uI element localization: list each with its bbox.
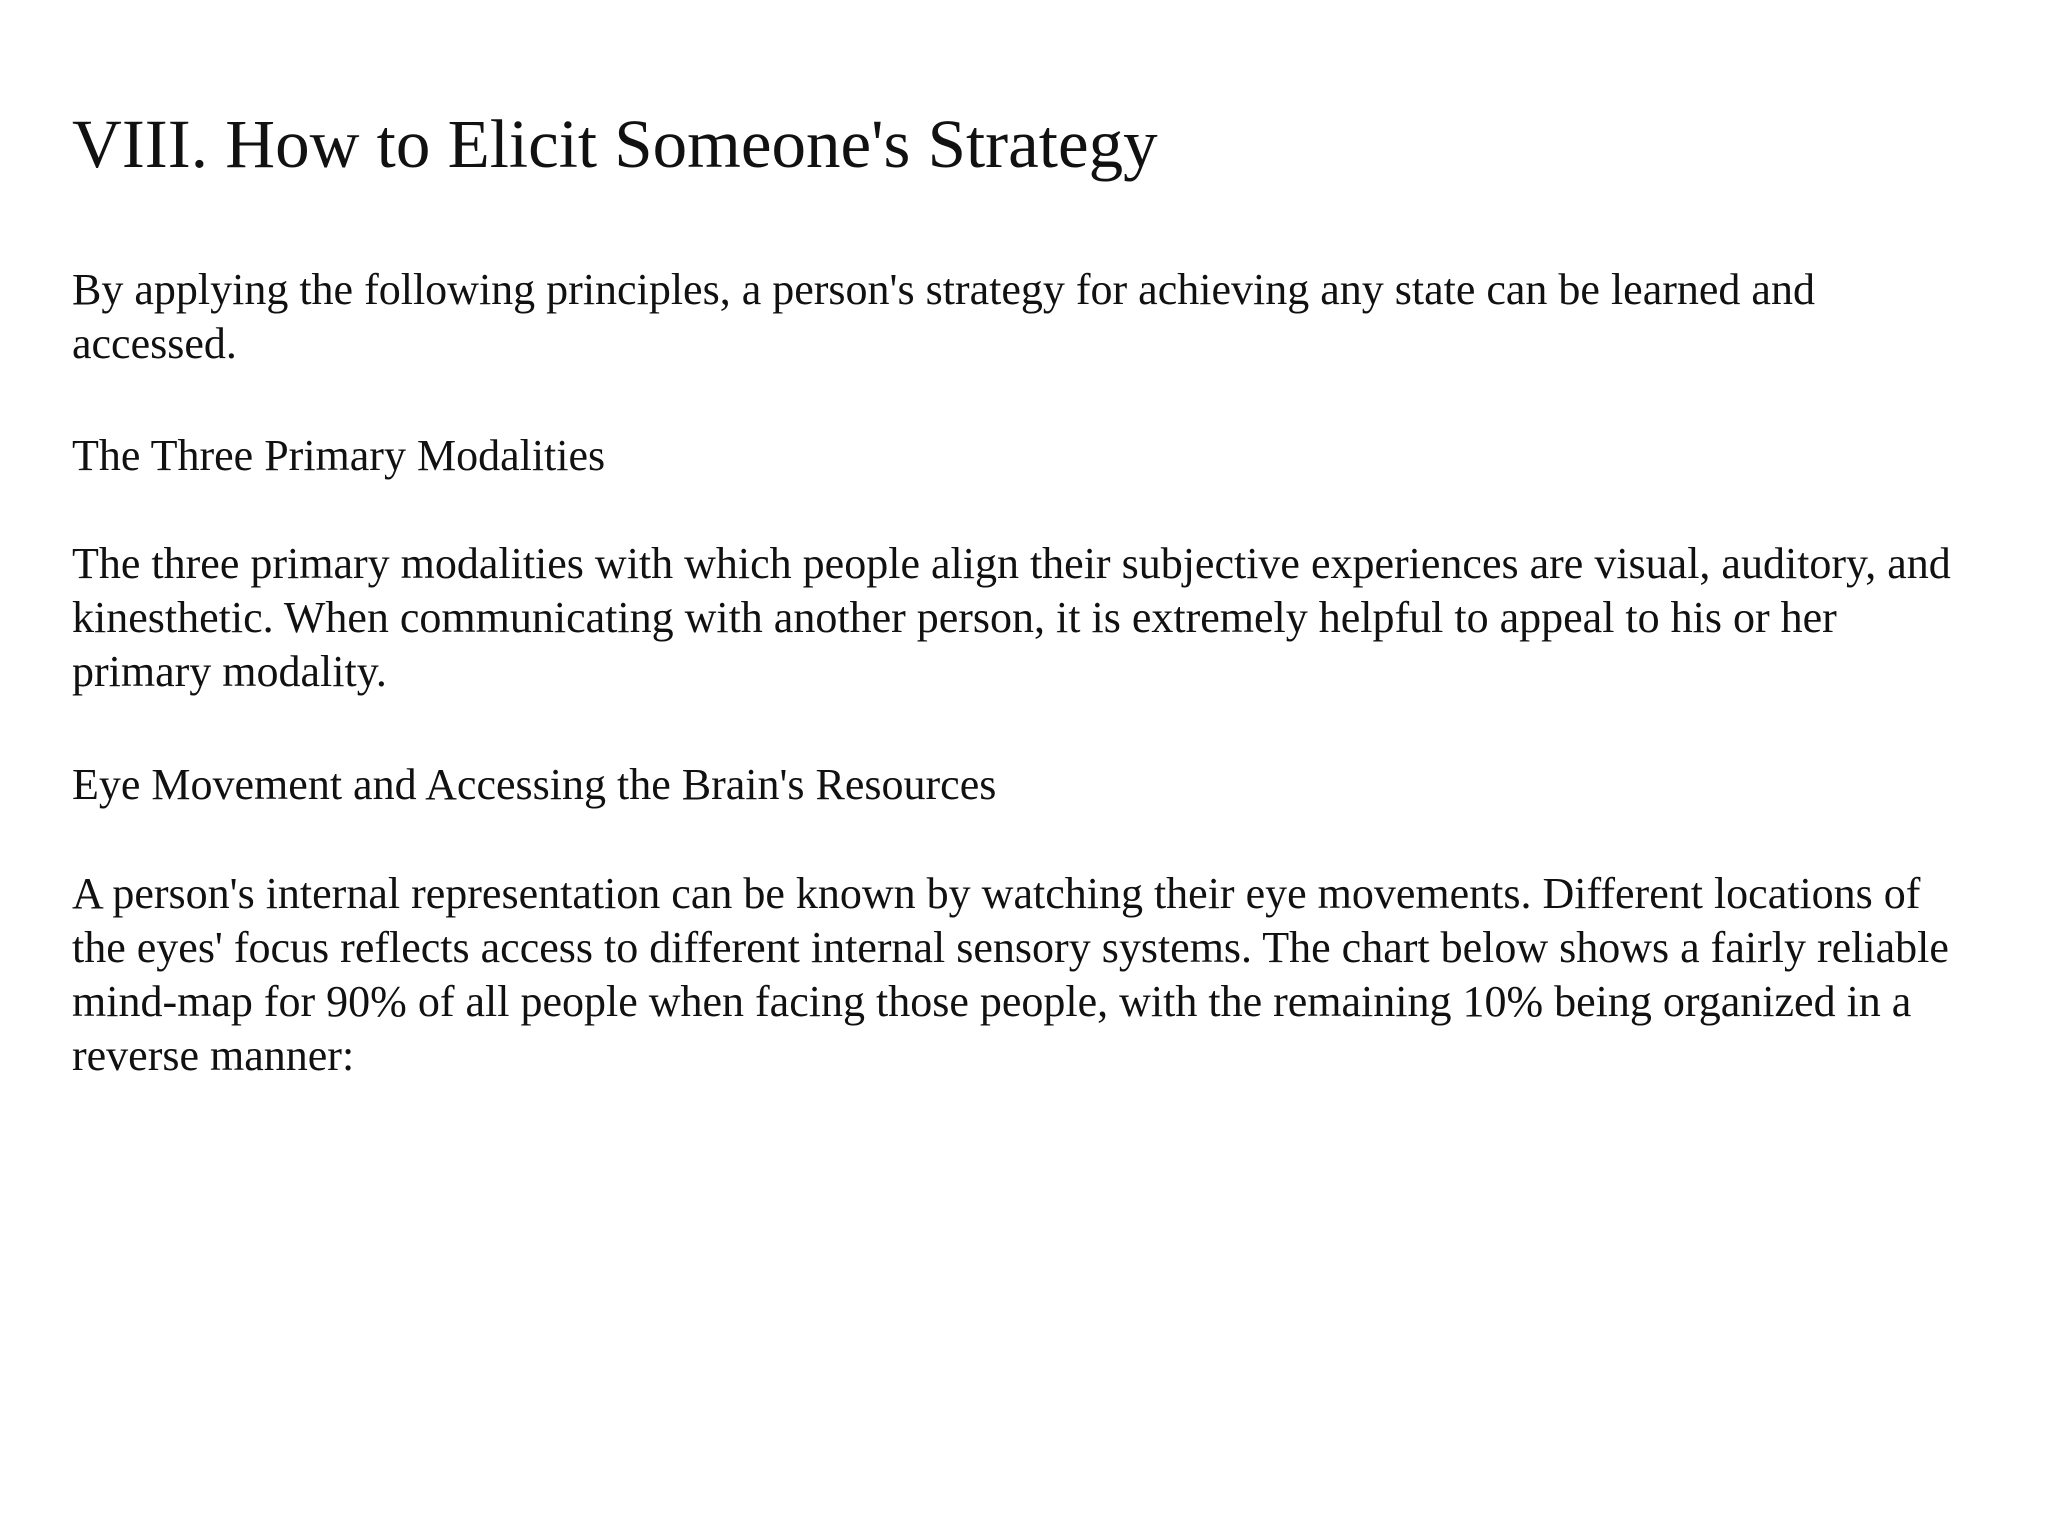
intro-line: accessed. bbox=[72, 319, 237, 368]
section-heading-eye-movement: Eye Movement and Accessing the Brain's Resources bbox=[72, 760, 997, 809]
page-title: VIII. How to Elicit Someone's Strategy bbox=[72, 106, 1158, 182]
intro-line: By applying the following principles, a person's strategy for achieving any state can be learned and bbox=[72, 265, 1815, 314]
eye-movement-paragraph bbox=[72, 867, 2032, 1083]
eye-movement-line: A person's internal representation can be known by watching their eye movements. Different locations of bbox=[72, 869, 1921, 918]
eye-movement-line: reverse manner: bbox=[72, 1031, 355, 1080]
section-heading-modalities: The Three Primary Modalities bbox=[72, 431, 606, 480]
eye-movement-line: the eyes' focus reflects access to different internal sensory systems. The chart below shows a fairly reliable bbox=[72, 923, 1949, 972]
modalities-line: The three primary modalities with which people align their subjective experiences are visual, auditory, and bbox=[72, 539, 1951, 588]
modalities-line: kinesthetic. When communicating with another person, it is extremely helpful to appeal to his or her bbox=[72, 593, 1837, 642]
intro-paragraph bbox=[72, 263, 2032, 371]
modalities-line: primary modality. bbox=[72, 647, 387, 696]
eye-movement-line: mind-map for 90% of all people when facing those people, with the remaining 10% being organized in a bbox=[72, 977, 1912, 1026]
modalities-paragraph bbox=[72, 537, 2032, 699]
